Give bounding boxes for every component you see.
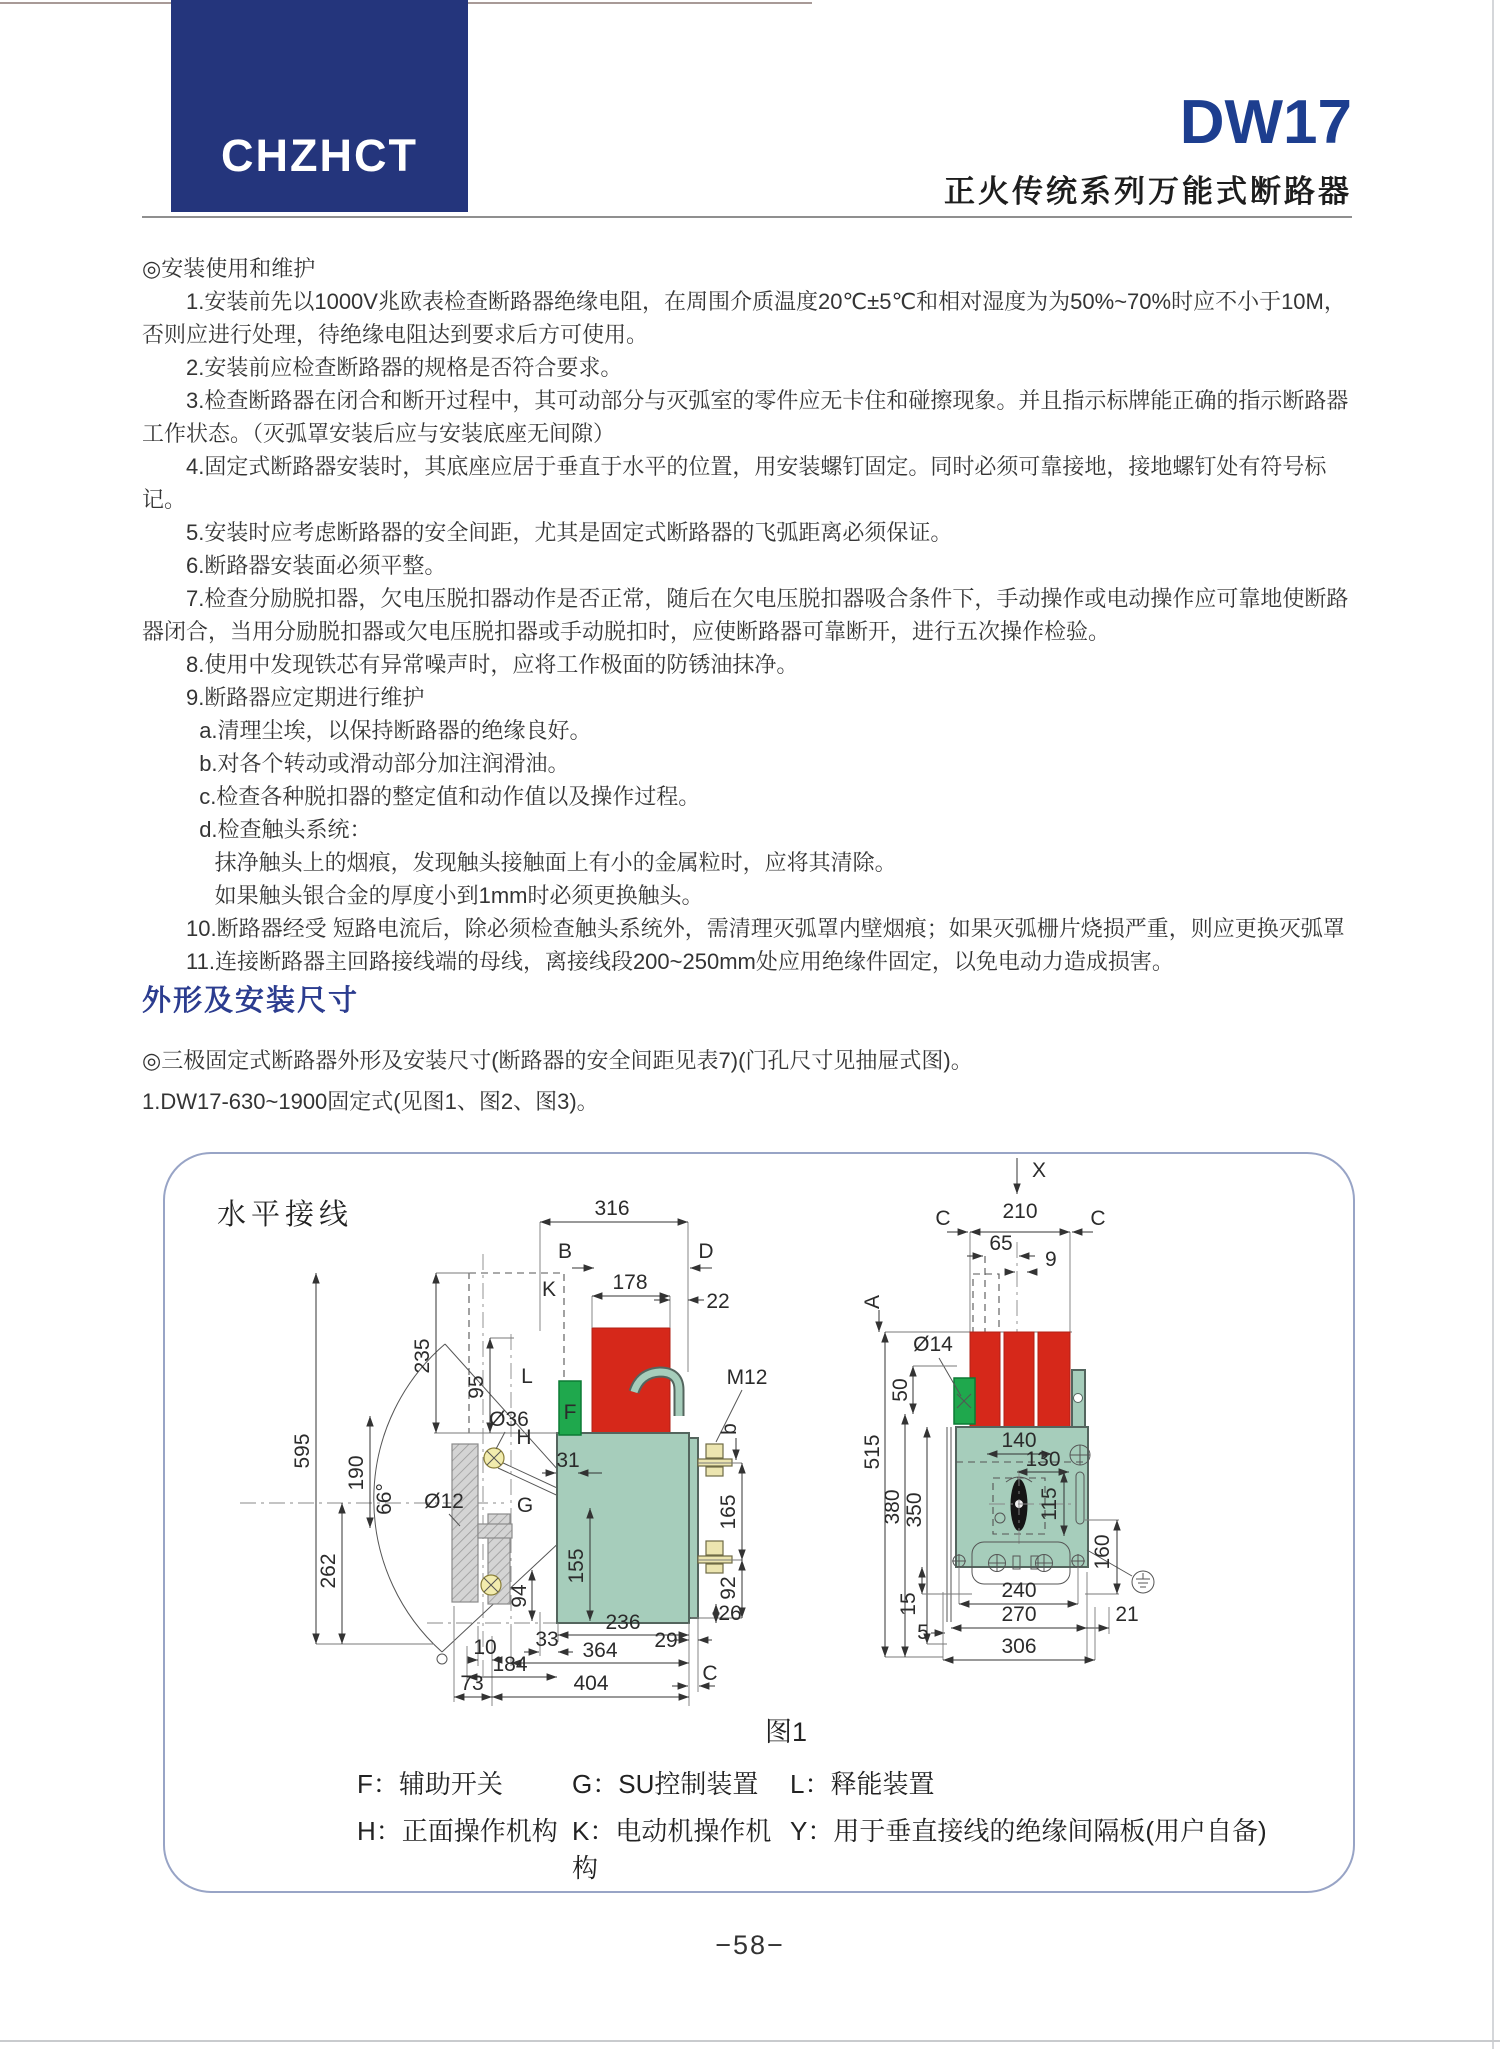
maintenance-subitem: a.清理尘埃，以保持断路器的绝缘良好。 xyxy=(199,718,592,743)
terminal-nut xyxy=(706,1564,723,1573)
maintenance-item: 10.断路器经受 短路电流后，除必须检查触头系统外，需清理灭弧罩内壁烟痕；如果灭弧栅片烧损严重，则应更换灭弧罩 xyxy=(186,916,1345,941)
dim-label: 140 xyxy=(1001,1429,1037,1452)
dim-label: H xyxy=(516,1426,532,1449)
dim-label: 66° xyxy=(373,1483,396,1515)
dim-label: L xyxy=(521,1365,533,1388)
maintenance-item: 5.安装时应考虑断路器的安全间距，尤其是固定式断路器的飞弧距离必须保证。 xyxy=(186,520,953,545)
dim-label: 29 xyxy=(654,1629,678,1652)
dim-label: 10 xyxy=(473,1636,497,1659)
terminal-nut xyxy=(706,1541,723,1555)
dim-label: 94 xyxy=(508,1584,531,1608)
hinge-hole xyxy=(1074,1394,1083,1403)
dim-label: 115 xyxy=(1038,1487,1061,1521)
maintenance-item: 9.断路器应定期进行维护 xyxy=(186,685,425,710)
dim-label: 404 xyxy=(573,1672,609,1695)
front-mechanism xyxy=(478,1524,512,1538)
dim-label: Ø14 xyxy=(913,1333,953,1356)
brand-logo-text: CHZHCT xyxy=(221,130,418,181)
arc-chute xyxy=(592,1328,670,1433)
dim-label: 190 xyxy=(345,1455,368,1491)
maintenance-subitem: c.检查各种脱扣器的整定值和动作值以及操作过程。 xyxy=(199,784,701,809)
dim-label: C xyxy=(1090,1207,1106,1230)
busbar xyxy=(1038,1332,1070,1428)
maintenance-item: 2.安装前应检查断路器的规格是否符合要求。 xyxy=(186,355,623,380)
dim-label: M12 xyxy=(726,1366,768,1389)
dim-label: A xyxy=(861,1294,884,1310)
maintenance-item: 7.检查分励脱扣器，欠电压脱扣器动作是否正常，随后在欠电压脱扣器吸合条件下，手动操作或电动操作应可靠地使断路器闭合，当用分励脱扣器或欠电压脱扣器或手动脱扣时，应使断路器可靠断开，进行五次操作检验。 xyxy=(142,586,1349,644)
maintenance-item: 4.固定式断路器安装时，其底座应居于垂直于水平的位置，用安装螺钉固定。同时必须可靠接地，接地螺钉处有符号标记。 xyxy=(142,454,1327,512)
dim-label: 5 xyxy=(917,1621,929,1644)
dim-label: 316 xyxy=(594,1197,630,1220)
figure1-frame xyxy=(163,1152,1355,1893)
dim-label: 380 xyxy=(881,1489,904,1525)
maintenance-note: 如果触头银合金的厚度小到1mm时必须更换触头。 xyxy=(214,883,704,908)
dim-label: 165 xyxy=(717,1494,740,1530)
maintenance-subitem: d.检查触头系统： xyxy=(199,817,372,842)
legend-item-K: K：电动机操作机构 xyxy=(572,1816,772,1883)
maintenance-item: 1.安装前先以1000V兆欧表检查断路器绝缘电阻，在周围介质温度20℃±5℃和相对湿度为为50%~70%时应不小于10M，否则应进行处理，待绝缘电阻达到要求后方可使用。 xyxy=(142,289,1346,347)
terminal-nut xyxy=(706,1444,723,1458)
figure1-front-view-drawing xyxy=(847,1152,1297,1722)
dim-label: 515 xyxy=(861,1434,884,1470)
dim-label: 21 xyxy=(1115,1603,1139,1626)
dim-label: 26 xyxy=(718,1602,742,1625)
maintenance-note: 抹净触头上的烟痕，发现触头接触面上有小的金属粒时，应将其清除。 xyxy=(214,850,897,875)
handle-end-circle xyxy=(437,1654,447,1664)
busbar xyxy=(1004,1332,1034,1428)
terminal-bolt xyxy=(698,1556,732,1563)
legend-item-L: L：释能装置 xyxy=(790,1769,935,1799)
dim-label: 350 xyxy=(903,1492,926,1528)
dim-label: 235 xyxy=(411,1338,434,1374)
dim-label: 595 xyxy=(291,1433,314,1469)
dim-label: 270 xyxy=(1001,1603,1037,1626)
figure-legend xyxy=(357,1764,1267,1885)
dim-label: C xyxy=(702,1662,718,1685)
part-label-F: F xyxy=(563,1401,577,1424)
dim-label: B xyxy=(557,1240,573,1263)
wiring-orientation-label: 水平接线 xyxy=(217,1199,354,1231)
dim-label: 240 xyxy=(1001,1579,1037,1602)
dim-label: 130 xyxy=(1025,1448,1061,1471)
dim-label: 184 xyxy=(492,1653,528,1676)
dim-label: 9 xyxy=(1045,1248,1057,1271)
maintenance-item: 8.使用中发现铁芯有异常噪声时，应将工作极面的防锈油抹净。 xyxy=(186,652,799,677)
dim-label: 306 xyxy=(1001,1635,1037,1658)
dim-label: 92 xyxy=(717,1576,740,1600)
dim-label: 95 xyxy=(465,1375,488,1399)
page-number: −58− xyxy=(715,1930,785,1960)
legend-item-Y: Y：用于垂直接线的绝缘间隔板(用户自备) xyxy=(790,1816,1267,1846)
section-note: ◎三极固定式断路器外形及安装尺寸(断路器的安全间距见表7)(门孔尺寸见抽屉式图)。 xyxy=(142,1048,973,1073)
maintenance-section xyxy=(142,252,1360,978)
legend-item-H: H：正面操作机构 xyxy=(357,1816,558,1846)
maintenance-item: 6.断路器安装面必须平整。 xyxy=(186,553,447,578)
maintenance-heading: ◎安装使用和维护 xyxy=(142,256,316,281)
handle-cutout-outline xyxy=(973,1274,999,1332)
dim-label: 15 xyxy=(897,1592,920,1616)
figure-caption: 图1 xyxy=(765,1717,808,1747)
dim-label: 210 xyxy=(1002,1200,1038,1223)
dim-label: 178 xyxy=(612,1271,648,1294)
dim-label: Ø12 xyxy=(424,1490,464,1513)
dim-label: b xyxy=(718,1423,741,1435)
terminal-nut xyxy=(706,1467,723,1476)
dim-label: 65 xyxy=(989,1232,1013,1255)
dim-label: 236 xyxy=(605,1611,641,1634)
page-edge-bottom xyxy=(0,2040,1500,2042)
dim-label: 155 xyxy=(565,1548,588,1584)
section-heading: 外形及安装尺寸 xyxy=(142,985,360,1017)
dim-label: 33 xyxy=(535,1628,559,1651)
dim-label: C xyxy=(935,1207,951,1230)
product-model-title: DW17 xyxy=(1179,88,1352,157)
maintenance-item: 11.连接断路器主回路接线端的母线，离接线段200~250mm处应用绝缘件固定，以免电动力造成损害。 xyxy=(186,949,1174,974)
dim-label: 31 xyxy=(556,1449,580,1472)
legend-item-G: G：SU控制装置 xyxy=(572,1769,759,1799)
maintenance-subitem: b.对各个转动或滑动部分加注润滑油。 xyxy=(199,751,570,776)
section-item: 1.DW17-630~1900固定式(见图1、图2、图3)。 xyxy=(142,1089,599,1114)
dim-label: D xyxy=(698,1240,714,1263)
dim-label: 73 xyxy=(460,1672,484,1695)
dim-label: 262 xyxy=(317,1553,340,1589)
front-mechanism xyxy=(452,1444,478,1602)
figure1-side-view-drawing xyxy=(202,1176,782,1711)
page-edge-right xyxy=(1492,0,1494,2049)
terminal-plate xyxy=(689,1438,698,1618)
dim-label: K xyxy=(541,1278,557,1301)
header-divider xyxy=(142,216,1352,218)
dim-label: Ø36 xyxy=(489,1408,529,1431)
dim-label: 50 xyxy=(889,1378,912,1402)
dim-label: G xyxy=(516,1494,534,1517)
dim-label: 364 xyxy=(582,1639,618,1662)
series-subtitle: 正火传统系列万能式断路器 xyxy=(944,174,1352,209)
dim-label: 22 xyxy=(706,1290,730,1313)
legend-item-F: F：辅助开关 xyxy=(357,1769,503,1799)
axis-label-X: X xyxy=(1032,1159,1047,1182)
terminal-bolt xyxy=(698,1459,732,1466)
dim-label: 160 xyxy=(1091,1534,1114,1570)
maintenance-item: 3.检查断路器在闭合和断开过程中，其可动部分与灭弧室的零件应无卡住和碰擦现象。并且指示标牌能正确的指示断路器工作状态。（灭弧罩安装后应与安装底座无间隙） xyxy=(142,388,1349,446)
